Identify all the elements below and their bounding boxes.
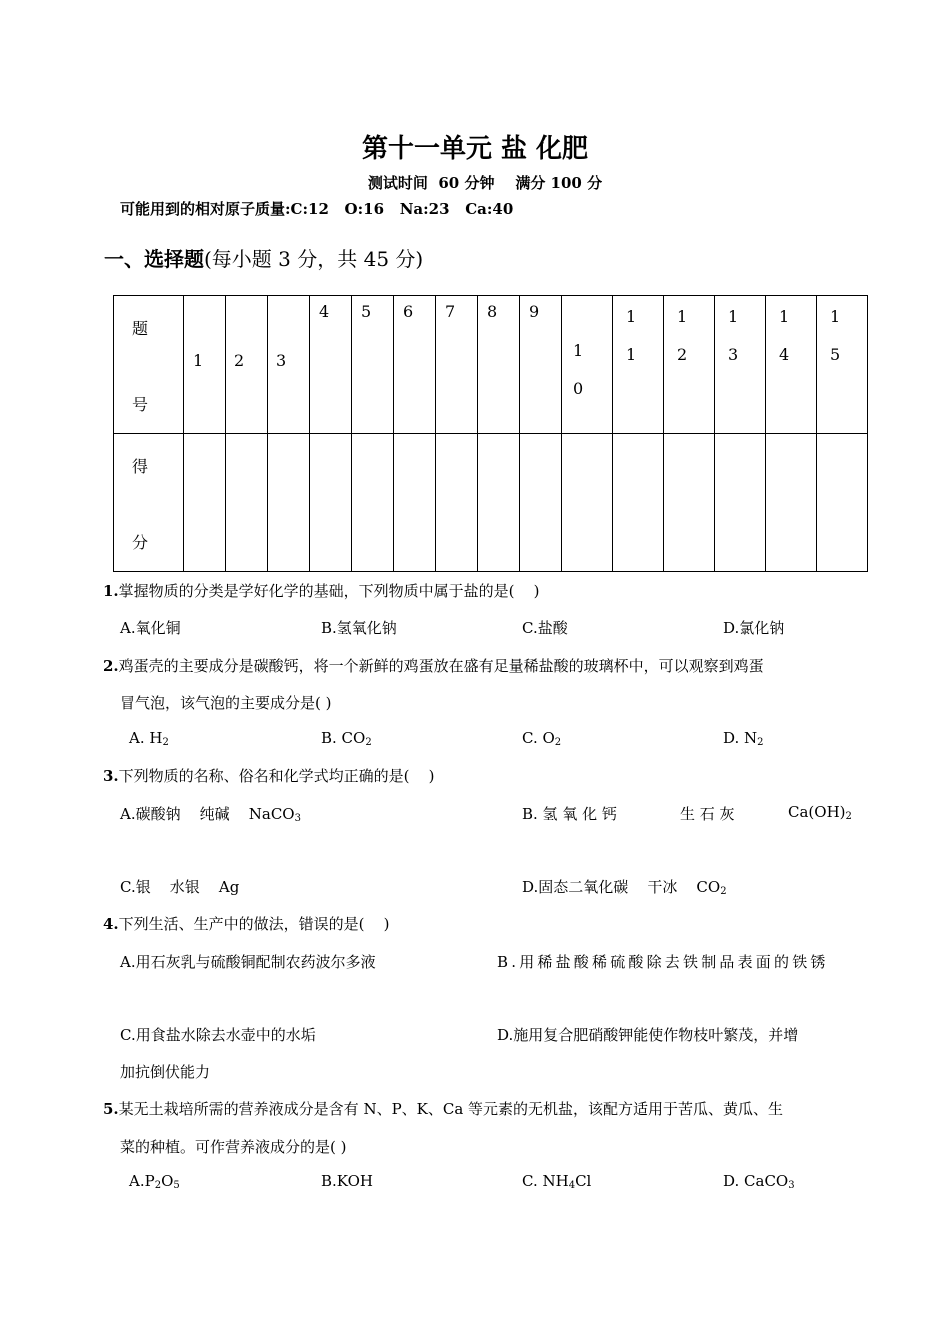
section-label: 一、选择题 [104,247,204,271]
row-label-cell [114,434,184,572]
number-cell: 3 [268,296,310,434]
score-cell[interactable] [613,434,664,572]
number-cell: 4 [310,296,352,434]
question-number: 3. [103,767,119,785]
score-cell[interactable] [352,434,394,572]
question-number: 5. [103,1100,119,1118]
number-cell: 15 [817,296,868,434]
number-cell: 9 [520,296,562,434]
question-stem-continued: 冒气泡，该气泡的主要成分是( ) [120,694,332,712]
score-cell[interactable] [715,434,766,572]
question-stem-continued: 菜的种植。可作营养液成分的是( ) [120,1138,347,1156]
score-cell[interactable] [520,434,562,572]
number-cell: 12 [664,296,715,434]
option-b[interactable]: B. 氢 氧 化 钙 生 石 灰 $Ca(OH)_2$ [522,803,852,823]
option-a[interactable]: $A.P_2O_5$ [129,1172,180,1191]
score-cell[interactable] [436,434,478,572]
option-b[interactable]: B. $CO_2$ [321,729,372,748]
row-label-cell [114,296,184,434]
test-info: 测试时间 60 分钟 满分 100 分 [367,174,603,192]
option-c[interactable]: C. $O_2$ [522,729,562,748]
question-2 [103,655,764,676]
atomic-masses: 可能用到的相对原子质量:C:12 O:16 Na:23 Ca:40 [120,200,514,218]
number-cell: 13 [715,296,766,434]
row-label-bottom: 分 [132,533,149,552]
score-cell[interactable] [817,434,868,572]
option-d[interactable]: D.氯化钠 [723,619,785,637]
score-cell[interactable] [394,434,436,572]
option-d[interactable]: D. CaCO$_3$ [723,1172,795,1191]
question-stem: 掌握物质的分类是学好化学的基础，下列物质中属于盐的是( ) [118,582,540,600]
score-cell[interactable] [184,434,226,572]
score-cell[interactable] [268,434,310,572]
option-a[interactable]: A.氧化铜 [120,619,181,637]
number-cell: 7 [436,296,478,434]
score-cell[interactable] [562,434,613,572]
score-table [113,295,868,572]
option-c[interactable]: C. $NH_4Cl$ [522,1172,592,1191]
number-cell: 2 [226,296,268,434]
score-cell[interactable] [664,434,715,572]
option-b[interactable]: B.氢氧化钠 [321,619,397,637]
table-row-scores [114,434,868,572]
option-b[interactable]: B.用稀盐酸稀硫酸除去铁制品表面的铁锈 [497,953,829,971]
option-d-continued: 加抗倒伏能力 [120,1063,211,1081]
option-d[interactable]: D.固态二氧化碳 干冰 $CO_2$ [522,878,727,897]
row-label-top: 题 [132,319,149,338]
option-c[interactable]: C.银 水银 Ag [120,878,240,896]
option-d[interactable]: D. $N_2$ [723,729,764,748]
score-cell[interactable] [310,434,352,572]
question-stem: 鸡蛋壳的主要成分是碳酸钙，将一个新鲜的鸡蛋放在盛有足量稀盐酸的玻璃杯中，可以观察到鸡蛋 [118,657,764,675]
row-label-bottom: 号 [132,395,149,414]
question-5 [103,1098,783,1119]
table-row-numbers [114,296,868,434]
question-stem: 某无土栽培所需的营养液成分是含有 N、P、K、Ca 等元素的无机盐，该配方适用于苦瓜、黄瓜、生 [118,1100,784,1118]
option-a[interactable]: A.碳酸钠 纯碱 NaCO$_3$ [120,805,301,824]
question-stem: 下列物质的名称、俗名和化学式均正确的是( ) [118,767,435,785]
question-stem: 下列生活、生产中的做法，错误的是( ) [118,915,390,933]
number-cell: 11 [613,296,664,434]
number-cell: 5 [352,296,394,434]
option-c[interactable]: C.盐酸 [522,619,568,637]
page-title: 第十一单元 盐 化肥 [361,134,589,164]
question-number: 1. [103,582,119,600]
score-cell[interactable] [478,434,520,572]
question-number: 4. [103,915,119,933]
option-a[interactable]: A.用石灰乳与硫酸铜配制农药波尔多液 [120,953,376,971]
number-cell: 6 [394,296,436,434]
option-c[interactable]: C.用食盐水除去水壶中的水垢 [120,1026,316,1044]
option-b[interactable]: B.KOH [321,1172,373,1190]
section-heading [104,243,423,272]
number-cell: 14 [766,296,817,434]
score-cell[interactable] [226,434,268,572]
section-note: (每小题 3 分，共 45 分) [204,247,424,271]
option-d[interactable]: D.施用复合肥硝酸钾能使作物枝叶繁茂，并增 [497,1026,799,1044]
question-1 [103,580,539,601]
number-cell: 8 [478,296,520,434]
question-4 [103,913,389,934]
number-cell: 1 [184,296,226,434]
number-cell: 10 [562,296,613,434]
score-cell[interactable] [766,434,817,572]
option-a[interactable]: A. $H_2$ [129,729,169,748]
question-3 [103,765,434,786]
question-number: 2. [103,657,119,675]
row-label-top: 得 [132,457,149,476]
